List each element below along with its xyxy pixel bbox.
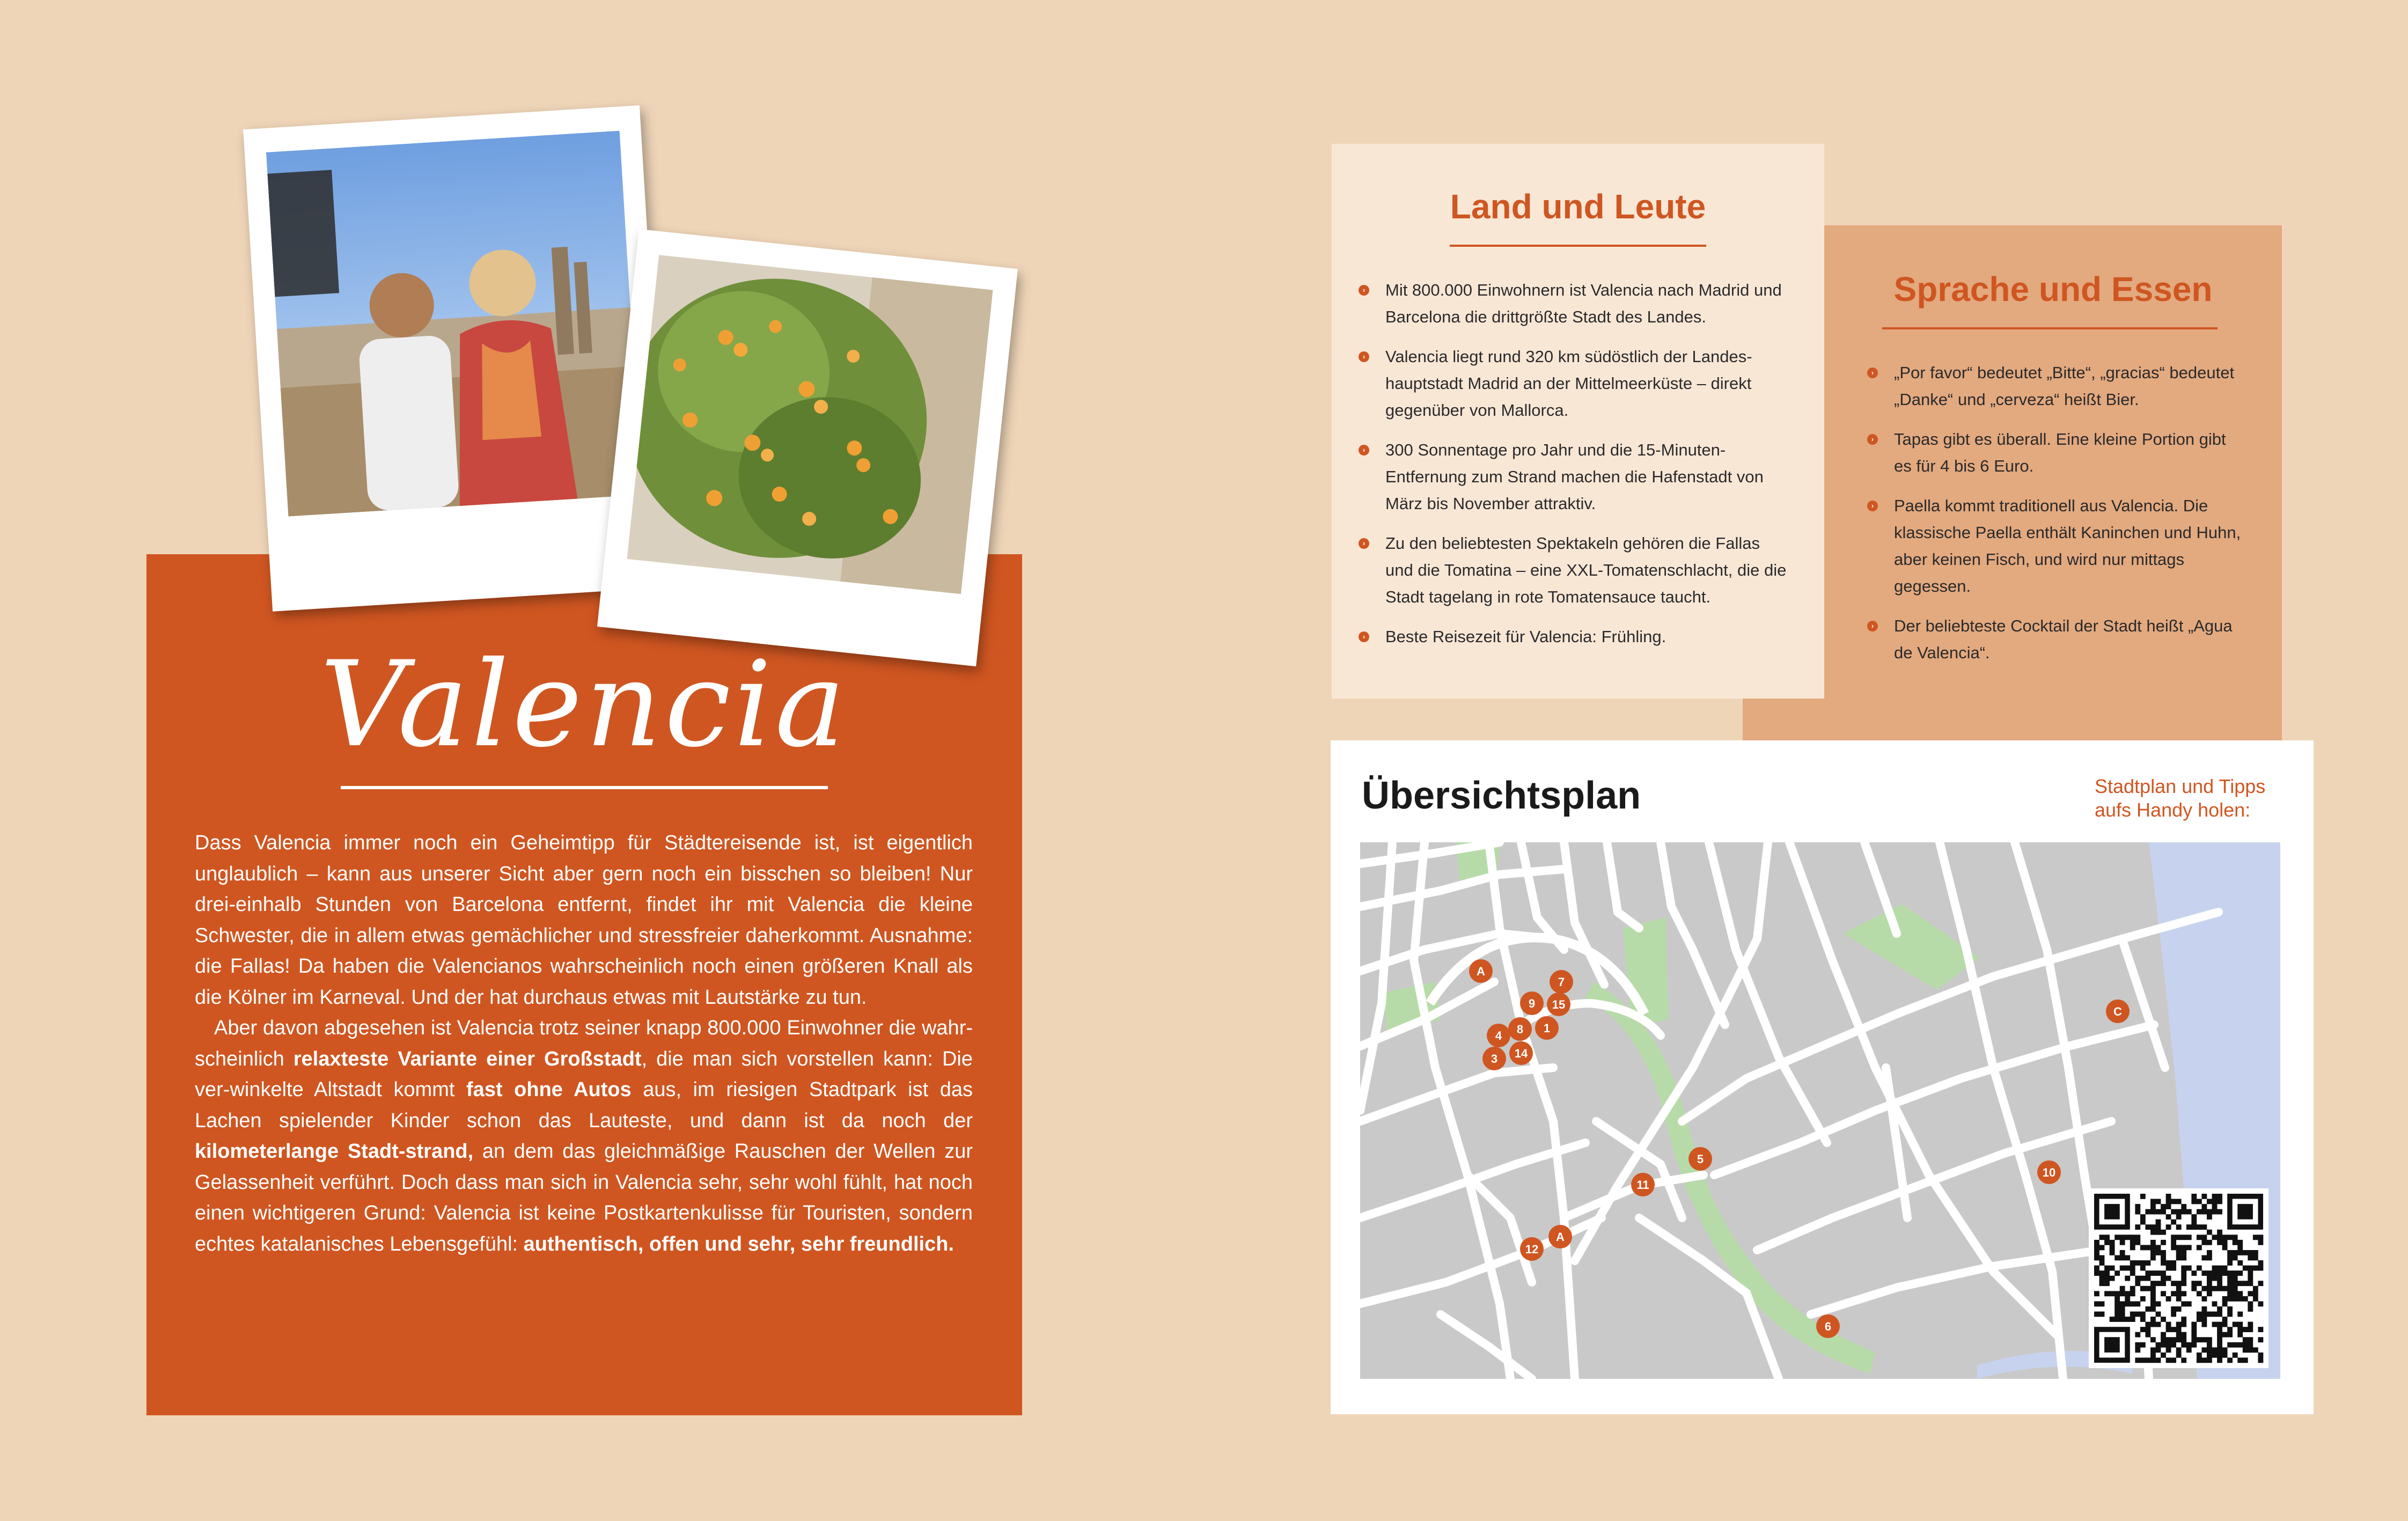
photo-travellers-image: [266, 131, 642, 517]
polaroid-photo-orange-tree: [597, 229, 1018, 666]
svg-text:A: A: [1556, 1230, 1565, 1244]
map-marker-5[interactable]: [1688, 1147, 1712, 1171]
land-list: [1359, 277, 1788, 663]
map-marker-C[interactable]: [2106, 1000, 2130, 1023]
svg-text:14: 14: [1514, 1047, 1528, 1060]
land-leute-box: [1332, 144, 1824, 699]
list-item: [1359, 437, 1788, 517]
svg-text:15: 15: [1552, 998, 1566, 1011]
list-item-text: Beste Reisezeit für Valencia: Frühling.: [1385, 627, 1666, 646]
feature-paragraph-1: Dass Valencia immer noch ein Geheimtipp für Städtereisende ist, ist eigentlich unglaublich – kann aus unserer Sicht aber gern noch ein bisschen so bleiben! Nur drei-einhalb Stunden von Barcelona entfernt, findet ihr mit Valencia die kleine Schwester, die in allem etwas gemächlicher und stressfreier daherkommt. Ausnahme: die Fallas! Da haben die Valencianos wahrscheinlich noch einen größeren Knall als die Kölner im Karneval. Und der hat durchaus etwas mit Lautstärke zu tun.: [195, 832, 973, 1009]
bullet-arrow-icon: ›: [1359, 538, 1369, 549]
svg-text:5: 5: [1697, 1152, 1704, 1166]
map-marker-9[interactable]: [1520, 991, 1544, 1015]
list-item-text: Paella kommt traditionell aus Valencia. Die klassische Paella enthält Kaninchen und Huhn, aber keinen Fisch, und wird nur mittags gegessen.: [1894, 496, 2241, 596]
land-title-underline: [1450, 245, 1706, 247]
feature-title: Valencia: [320, 636, 849, 773]
map-marker-7[interactable]: [1550, 970, 1573, 994]
map-marker-A[interactable]: [1469, 959, 1493, 983]
feature-box: [146, 554, 1022, 1415]
sprache-title-underline: [1882, 327, 2218, 329]
svg-text:11: 11: [1636, 1178, 1649, 1192]
svg-text:4: 4: [1495, 1029, 1502, 1042]
svg-text:10: 10: [2042, 1166, 2056, 1179]
bullet-arrow-icon: ›: [1867, 501, 1878, 511]
feature-text: [195, 828, 973, 1260]
bullet-arrow-icon: ›: [1359, 631, 1369, 642]
svg-text:7: 7: [1558, 975, 1565, 989]
map-marker-10[interactable]: [2037, 1160, 2061, 1184]
map-marker-14[interactable]: [1509, 1041, 1533, 1065]
bullet-arrow-icon: ›: [1359, 285, 1369, 296]
map-marker-8[interactable]: [1508, 1017, 1532, 1041]
list-item-text: Der beliebteste Cocktail der Stadt heißt „Agua de Valencia“.: [1894, 616, 2233, 662]
map-title: Übersichtsplan: [1362, 774, 1641, 817]
map-card: [1331, 740, 2314, 1414]
land-title: Land und Leute: [1450, 187, 1706, 226]
bold-span: authentisch, offen und sehr, sehr freundlich.: [523, 1232, 954, 1255]
text-span: , die man sich vorstellen kann: Die ver-winkelte Altstadt kommt: [195, 1047, 973, 1101]
list-item: [1867, 359, 2243, 413]
svg-text:9: 9: [1528, 997, 1536, 1010]
svg-text:6: 6: [1824, 1320, 1832, 1333]
photo-travellers: [266, 131, 642, 517]
map-marker-4[interactable]: [1487, 1024, 1510, 1047]
map-marker-15[interactable]: [1547, 993, 1570, 1016]
qr-code[interactable]: [2089, 1188, 2268, 1368]
bold-span: fast ohne Autos: [466, 1078, 632, 1101]
map-marker-3[interactable]: [1482, 1047, 1506, 1070]
list-item-text: Zu den beliebtesten Spektakeln gehören die Fallas und die Tomatina – eine XXL-Tomatenschlacht, die die Stadt tagelang in rote Tomatensauce taucht.: [1385, 534, 1787, 606]
feature-paragraph-2: [195, 1013, 973, 1260]
list-item: [1359, 277, 1788, 330]
bold-span: relaxteste Variante einer Großstadt: [293, 1047, 642, 1070]
title-underline: [341, 786, 828, 789]
photo-orange-tree: [627, 255, 993, 594]
list-item-text: Tapas gibt es überall. Eine kleine Portion gibt es für 4 bis 6 Euro.: [1894, 430, 2226, 475]
svg-text:3: 3: [1491, 1052, 1498, 1066]
list-item-text: Valencia liegt rund 320 km südöstlich der Landes-hauptstadt Madrid an der Mittelmeerküste – direkt gegenüber von Mallorca.: [1385, 347, 1752, 420]
list-item: [1867, 493, 2243, 600]
bullet-arrow-icon: ›: [1867, 434, 1878, 445]
svg-text:8: 8: [1516, 1023, 1524, 1036]
map-marker-A2[interactable]: [1548, 1225, 1572, 1248]
svg-text:12: 12: [1525, 1243, 1539, 1256]
sprache-title: Sprache und Essen: [1893, 270, 2213, 308]
map-marker-6[interactable]: [1816, 1314, 1840, 1338]
list-item: [1867, 613, 2243, 666]
map-marker-11[interactable]: [1631, 1173, 1655, 1196]
text-span: Aber davon abgesehen ist Valencia trotz seiner knapp 800.000 Einwohner die wahr-scheinlich: [195, 1017, 973, 1070]
sprache-list: [1867, 359, 2243, 679]
list-item: [1359, 530, 1788, 611]
list-item: [1867, 426, 2243, 480]
list-item-text: „Por favor“ bedeutet „Bitte“, „gracias“ bedeutet „Danke“ und „cerveza“ heißt Bier.: [1894, 363, 2235, 409]
bullet-arrow-icon: ›: [1867, 621, 1878, 631]
bold-span: kilometerlange Stadt-strand,: [195, 1140, 474, 1163]
polaroid-photo-travellers: [243, 105, 669, 611]
bullet-arrow-icon: ›: [1867, 368, 1878, 378]
map-marker-12[interactable]: [1520, 1237, 1544, 1261]
map-qr-hint: Stadtplan und Tipps aufs Handy holen:: [2095, 775, 2266, 821]
svg-text:A: A: [1477, 965, 1485, 978]
list-item: [1359, 343, 1788, 424]
map-marker-1[interactable]: [1535, 1016, 1559, 1040]
list-item-text: 300 Sonnentage pro Jahr und die 15-Minuten-Entfernung zum Strand machen die Hafenstadt von März bis November attraktiv.: [1385, 440, 1764, 513]
list-item-text: Mit 800.000 Einwohnern ist Valencia nach Madrid und Barcelona die drittgrößte Stadt des Landes.: [1385, 281, 1782, 326]
svg-text:1: 1: [1543, 1022, 1551, 1035]
svg-text:C: C: [2113, 1005, 2122, 1018]
bullet-arrow-icon: ›: [1359, 445, 1369, 455]
list-item: [1359, 623, 1788, 650]
bullet-arrow-icon: ›: [1359, 351, 1369, 362]
sprache-content: [1824, 225, 2282, 741]
photo-orange-tree-image: [627, 255, 993, 594]
text-span: aus, im riesigen Stadtpark ist das Lachen spielender Kinder schon das Lauteste, und dann ist da noch der: [195, 1078, 973, 1132]
text-span: an dem das gleichmäßige Rauschen der Wellen zur Gelassenheit verführt. Doch dass man sich in Valencia sehr, sehr wohl fühlt, hat noch einen wichtigeren Grund: Valencia ist keine Postkartenkulisse für Touristen, sondern echtes katalanisches Lebensgefühl:: [195, 1140, 973, 1255]
